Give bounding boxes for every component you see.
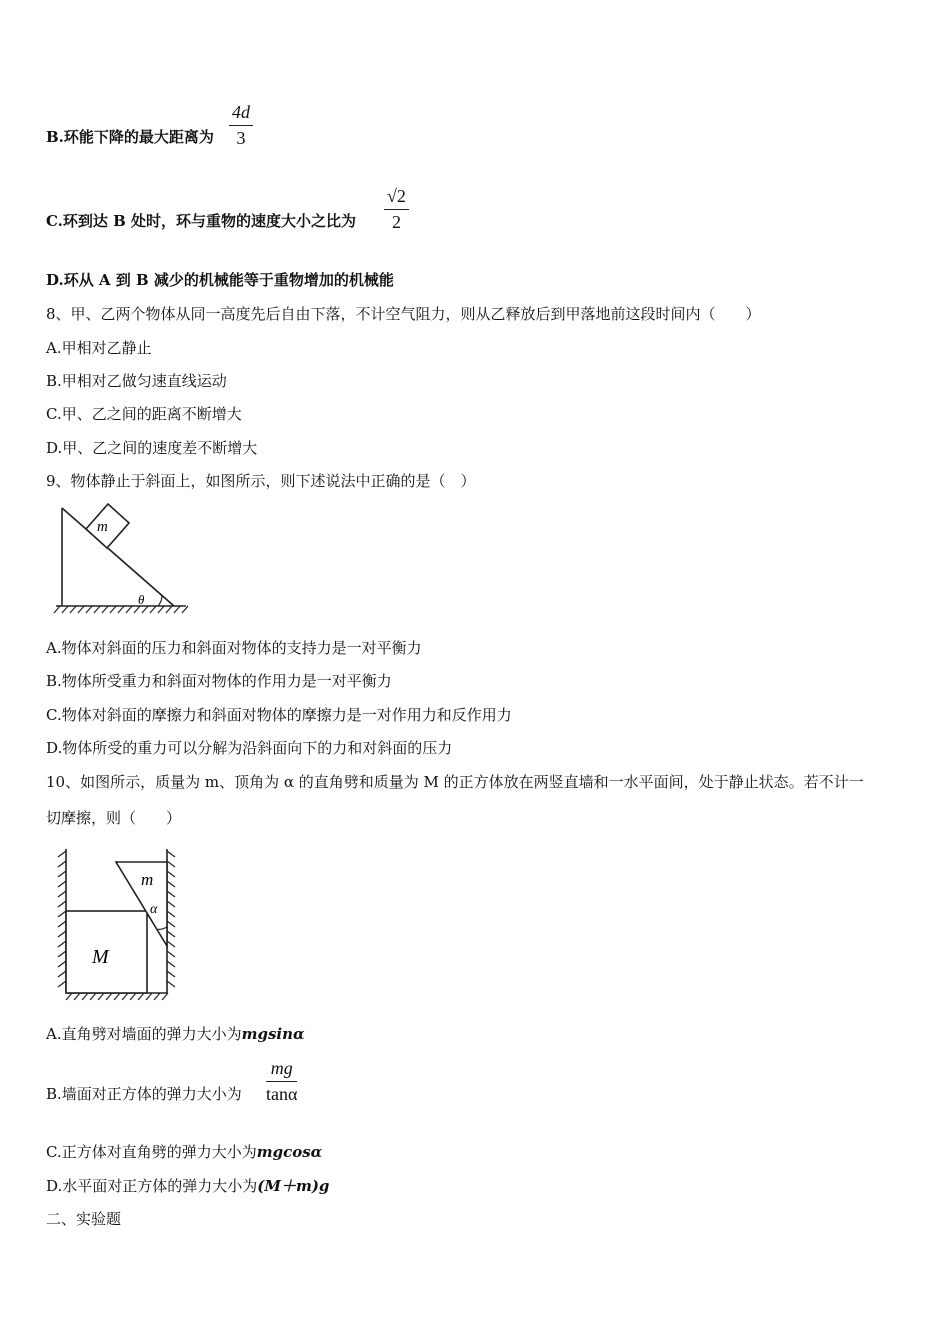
q7-option-b [46,127,214,147]
fraction-denominator: 2 [391,212,401,232]
q7-option-d: D.环从 A 到 B 减少的机械能等于重物增加的机械能 [46,271,394,289]
q8-option-d: D.甲、乙之间的速度差不断增大 [46,439,258,457]
q8-option-a: A.甲相对乙静止 [46,339,152,357]
q8-stem: 8、甲、乙两个物体从同一高度先后自由下落，不计空气阻力，则从乙释放后到甲落地前这段时间内（ ） [46,305,761,323]
q8-option-b: B.甲相对乙做匀速直线运动 [46,372,227,390]
q7-option-b-fraction [229,102,253,149]
q9-option-c: C.物体对斜面的摩擦力和斜面对物体的摩擦力是一对作用力和反作用力 [46,706,512,724]
q10-option-a [46,1024,305,1044]
q10-cube-label: M [92,946,109,968]
q7-option-c [46,211,356,231]
q10-option-d [46,1176,329,1196]
fraction-denominator: tanα [266,1084,298,1104]
q9-option-d: D.物体所受的重力可以分解为沿斜面向下的力和对斜面的压力 [46,739,453,757]
q10-option-d-expr: (M＋m)g [257,1177,330,1195]
q10-option-d-text: D.水平面对正方体的弹力大小为 [46,1177,258,1195]
q7-option-b-text: B.环能下降的最大距离为 [46,128,214,146]
fraction-denominator: 3 [236,128,246,148]
fraction-numerator: mg [266,1058,297,1082]
q9-option-a: A.物体对斜面的压力和斜面对物体的支持力是一对平衡力 [46,639,422,657]
q10-angle-label: α [150,902,158,917]
q8-option-c: C.甲、乙之间的距离不断增大 [46,405,242,423]
q10-stem-line2: 切摩擦，则（ ） [46,809,182,827]
q10-option-a-text: A.直角劈对墙面的弹力大小为 [46,1025,242,1043]
section-heading: 二、实验题 [46,1210,122,1228]
q10-stem-line1: 10、如图所示，质量为 m、顶角为 α 的直角劈和质量为 M 的正方体放在两竖直墙和一水平面间，处于静止状态。若不计一 [46,773,864,791]
q7-option-c-text: C.环到达 B 处时，环与重物的速度大小之比为 [46,212,357,230]
q9-stem: 9、物体静止于斜面上，如图所示，则下述说法中正确的是（ ） [46,472,476,490]
q9-option-b: B.物体所受重力和斜面对物体的作用力是一对平衡力 [46,672,392,690]
q10-option-b-text: B.墙面对正方体的弹力大小为 [46,1085,242,1103]
q9-block-label: m [97,519,108,535]
q10-option-b-fraction [266,1058,297,1105]
q9-incline-figure [50,500,195,622]
fraction-numerator: √2 [384,186,409,210]
q10-option-c-expr: mgcosα [256,1143,323,1161]
q10-option-c-text: C.正方体对直角劈的弹力大小为 [46,1143,257,1161]
fraction-numerator: 4d [229,102,253,126]
q10-option-c [46,1142,322,1162]
q7-option-c-fraction [384,186,409,233]
q10-wedge-cube-figure [50,843,190,1003]
q9-angle-label: θ [138,592,145,607]
q10-option-a-expr: mgsinα [241,1025,305,1043]
q10-option-b [46,1084,242,1104]
q10-wedge-label: m [141,870,154,889]
